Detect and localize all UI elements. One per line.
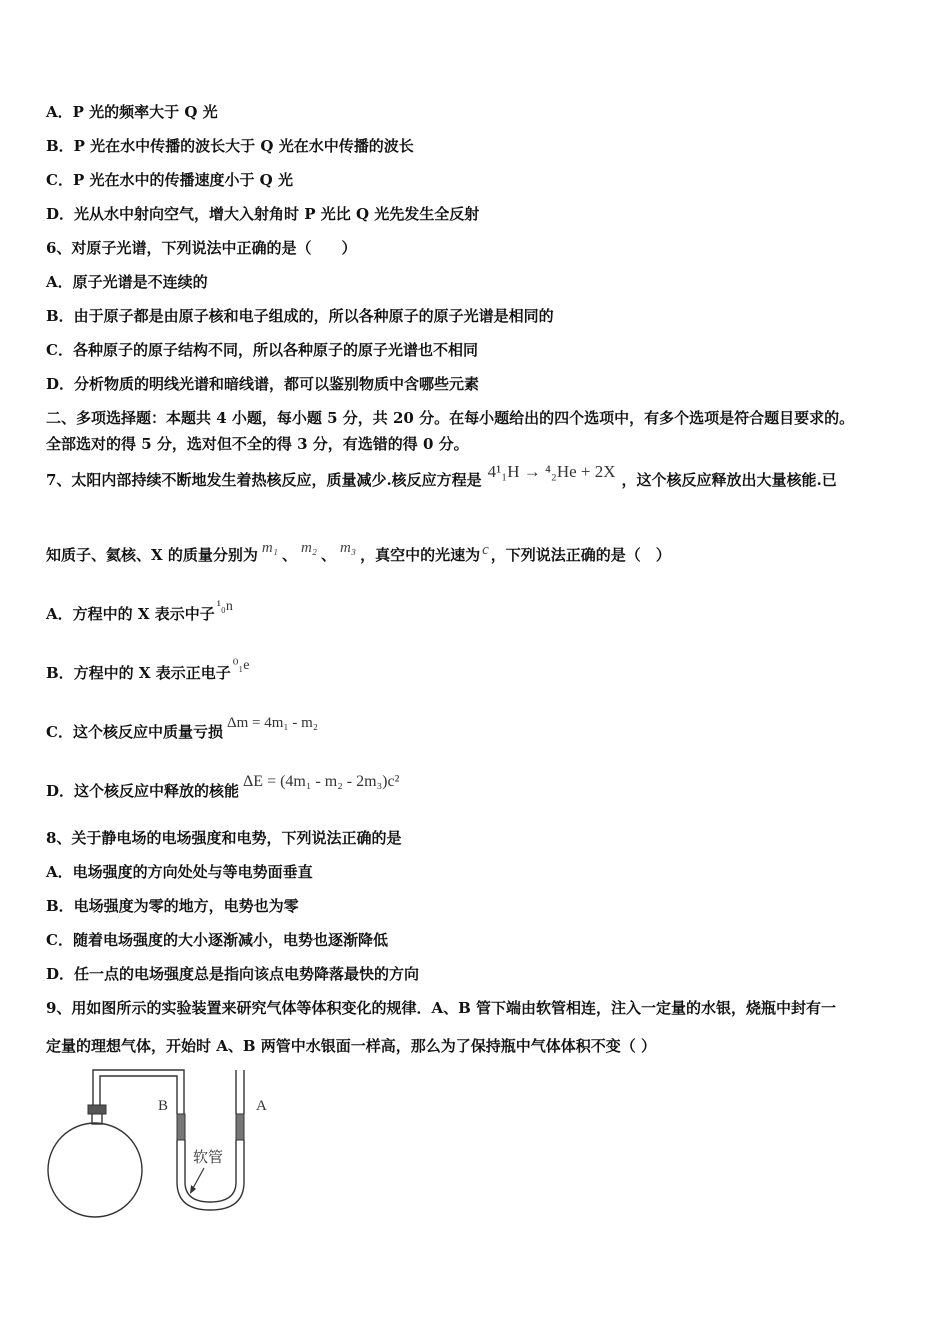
q7-option-c-text: C．这个核反应中质量亏损	[46, 723, 223, 741]
hose-arrow-head	[190, 1185, 196, 1194]
q7-line2-part3: ，下列说法正确的是（ ）	[490, 546, 671, 564]
label-tube-a: A	[256, 1098, 267, 1114]
hose-arrow-line	[192, 1168, 204, 1190]
q7-option-a-text: A．方程中的 X 表示中子	[46, 605, 215, 623]
q8-stem: 8、关于静电场的电场强度和电势，下列说法正确的是	[46, 829, 402, 847]
q8-option-a: A．电场强度的方向处处与等电势面垂直	[46, 863, 313, 881]
q7-mass-m2: m₂	[300, 540, 318, 556]
q7-option-c-formula: Δm = 4m₁ - m₂	[226, 715, 319, 731]
tube-a-lower	[236, 1140, 244, 1182]
q9-stem-line1: 9、用如图所示的实验装置来研究气体等体积变化的规律．A、B 管下端由软管相连，注入一定量的水银，烧瓶中封有一	[46, 999, 836, 1017]
q7-option-a	[46, 599, 233, 626]
q7-separator-1: 、	[281, 546, 297, 564]
label-tube-b: B	[158, 1098, 169, 1114]
q7-option-d	[46, 773, 400, 802]
q7-stem-line1	[46, 462, 837, 490]
hose-inner	[185, 1182, 236, 1202]
q7-stem-part2: ，这个核反应释放出大量核能.已	[621, 471, 837, 489]
q7-line2-part2: ，真空中的光速为	[360, 546, 481, 564]
q6-option-a: A．原子光谱是不连续的	[46, 273, 208, 291]
q6-option-c: C．各种原子的原子结构不同，所以各种原子的原子光谱也不相同	[46, 341, 478, 359]
q7-option-d-text: D．这个核反应中释放的核能	[46, 782, 240, 800]
flask-stopper	[88, 1105, 106, 1114]
q7-option-b-text: B．方程中的 X 表示正电子	[46, 664, 231, 682]
q8-option-b: B．电场强度为零的地方，电势也为零	[46, 897, 299, 915]
q9-stem-line2: 定量的理想气体，开始时 A、B 两管中水银面一样高，那么为了保持瓶中气体体积不变（ ）	[46, 1037, 656, 1055]
q7-separator-2: 、	[321, 546, 337, 564]
q7-mass-m3: m₃	[340, 540, 357, 556]
flask-bulb	[48, 1123, 142, 1217]
q7-stem-line2	[46, 540, 671, 566]
q6-option-b: B．由于原子都是由原子核和电子组成的，所以各种原子的原子光谱是相同的	[46, 307, 554, 325]
q8-option-d: D．任一点的电场强度总是指向该点电势降落最快的方向	[46, 965, 420, 983]
q7-option-b-formula: ⁰₁e	[232, 658, 250, 673]
q5-option-d: D．光从水中射向空气，增大入射角时 P 光比 Q 光先发生全反射	[46, 205, 480, 223]
q7-mass-m1: m₁	[261, 540, 278, 556]
q8-option-c: C．随着电场强度的大小逐渐减小，电势也逐渐降低	[46, 931, 388, 949]
q5-option-c: C．P 光在水中的传播速度小于 Q 光	[46, 171, 293, 189]
q7-option-b	[46, 658, 250, 685]
q7-reaction-equation: 4¹₁H → ⁴₂He + 2X	[487, 462, 616, 481]
section-2-instructions-line1: 二、多项选择题：本题共 4 小题，每小题 5 分，共 20 分。在每小题给出的四个选项中，有多个选项是符合题目要求的。	[46, 409, 855, 427]
q7-light-speed-c: c	[482, 542, 489, 558]
tube-a-upper	[236, 1070, 244, 1114]
tube-b-mercury-band	[177, 1114, 185, 1140]
q7-option-d-formula: ΔE = (4m₁ - m₂ - 2m₃)c²	[243, 773, 400, 790]
tube-b-lower	[177, 1140, 185, 1182]
gas-apparatus-diagram	[40, 1062, 300, 1242]
label-hose: 软管	[193, 1148, 224, 1166]
q6-stem: 6、对原子光谱，下列说法中正确的是（ ）	[46, 239, 357, 257]
q7-stem-part1: 7、太阳内部持续不断地发生着热核反应，质量减少.核反应方程是	[46, 471, 482, 489]
q7-line2-part1: 知质子、氦核、X 的质量分别为	[46, 546, 258, 564]
q5-option-b: B．P 光在水中传播的波长大于 Q 光在水中传播的波长	[46, 137, 414, 155]
q7-option-c	[46, 715, 319, 743]
tube-a-mercury-band	[236, 1114, 244, 1140]
q7-option-a-formula: ¹₀n	[216, 599, 233, 614]
q6-option-d: D．分析物质的明线光谱和暗线谱，都可以鉴别物质中含哪些元素	[46, 375, 480, 393]
section-2-instructions-line2: 全部选对的得 5 分，选对但不全的得 3 分，有选错的得 0 分。	[46, 435, 469, 453]
q5-option-a: A．P 光的频率大于 Q 光	[46, 103, 218, 121]
hose-outer	[177, 1182, 244, 1210]
